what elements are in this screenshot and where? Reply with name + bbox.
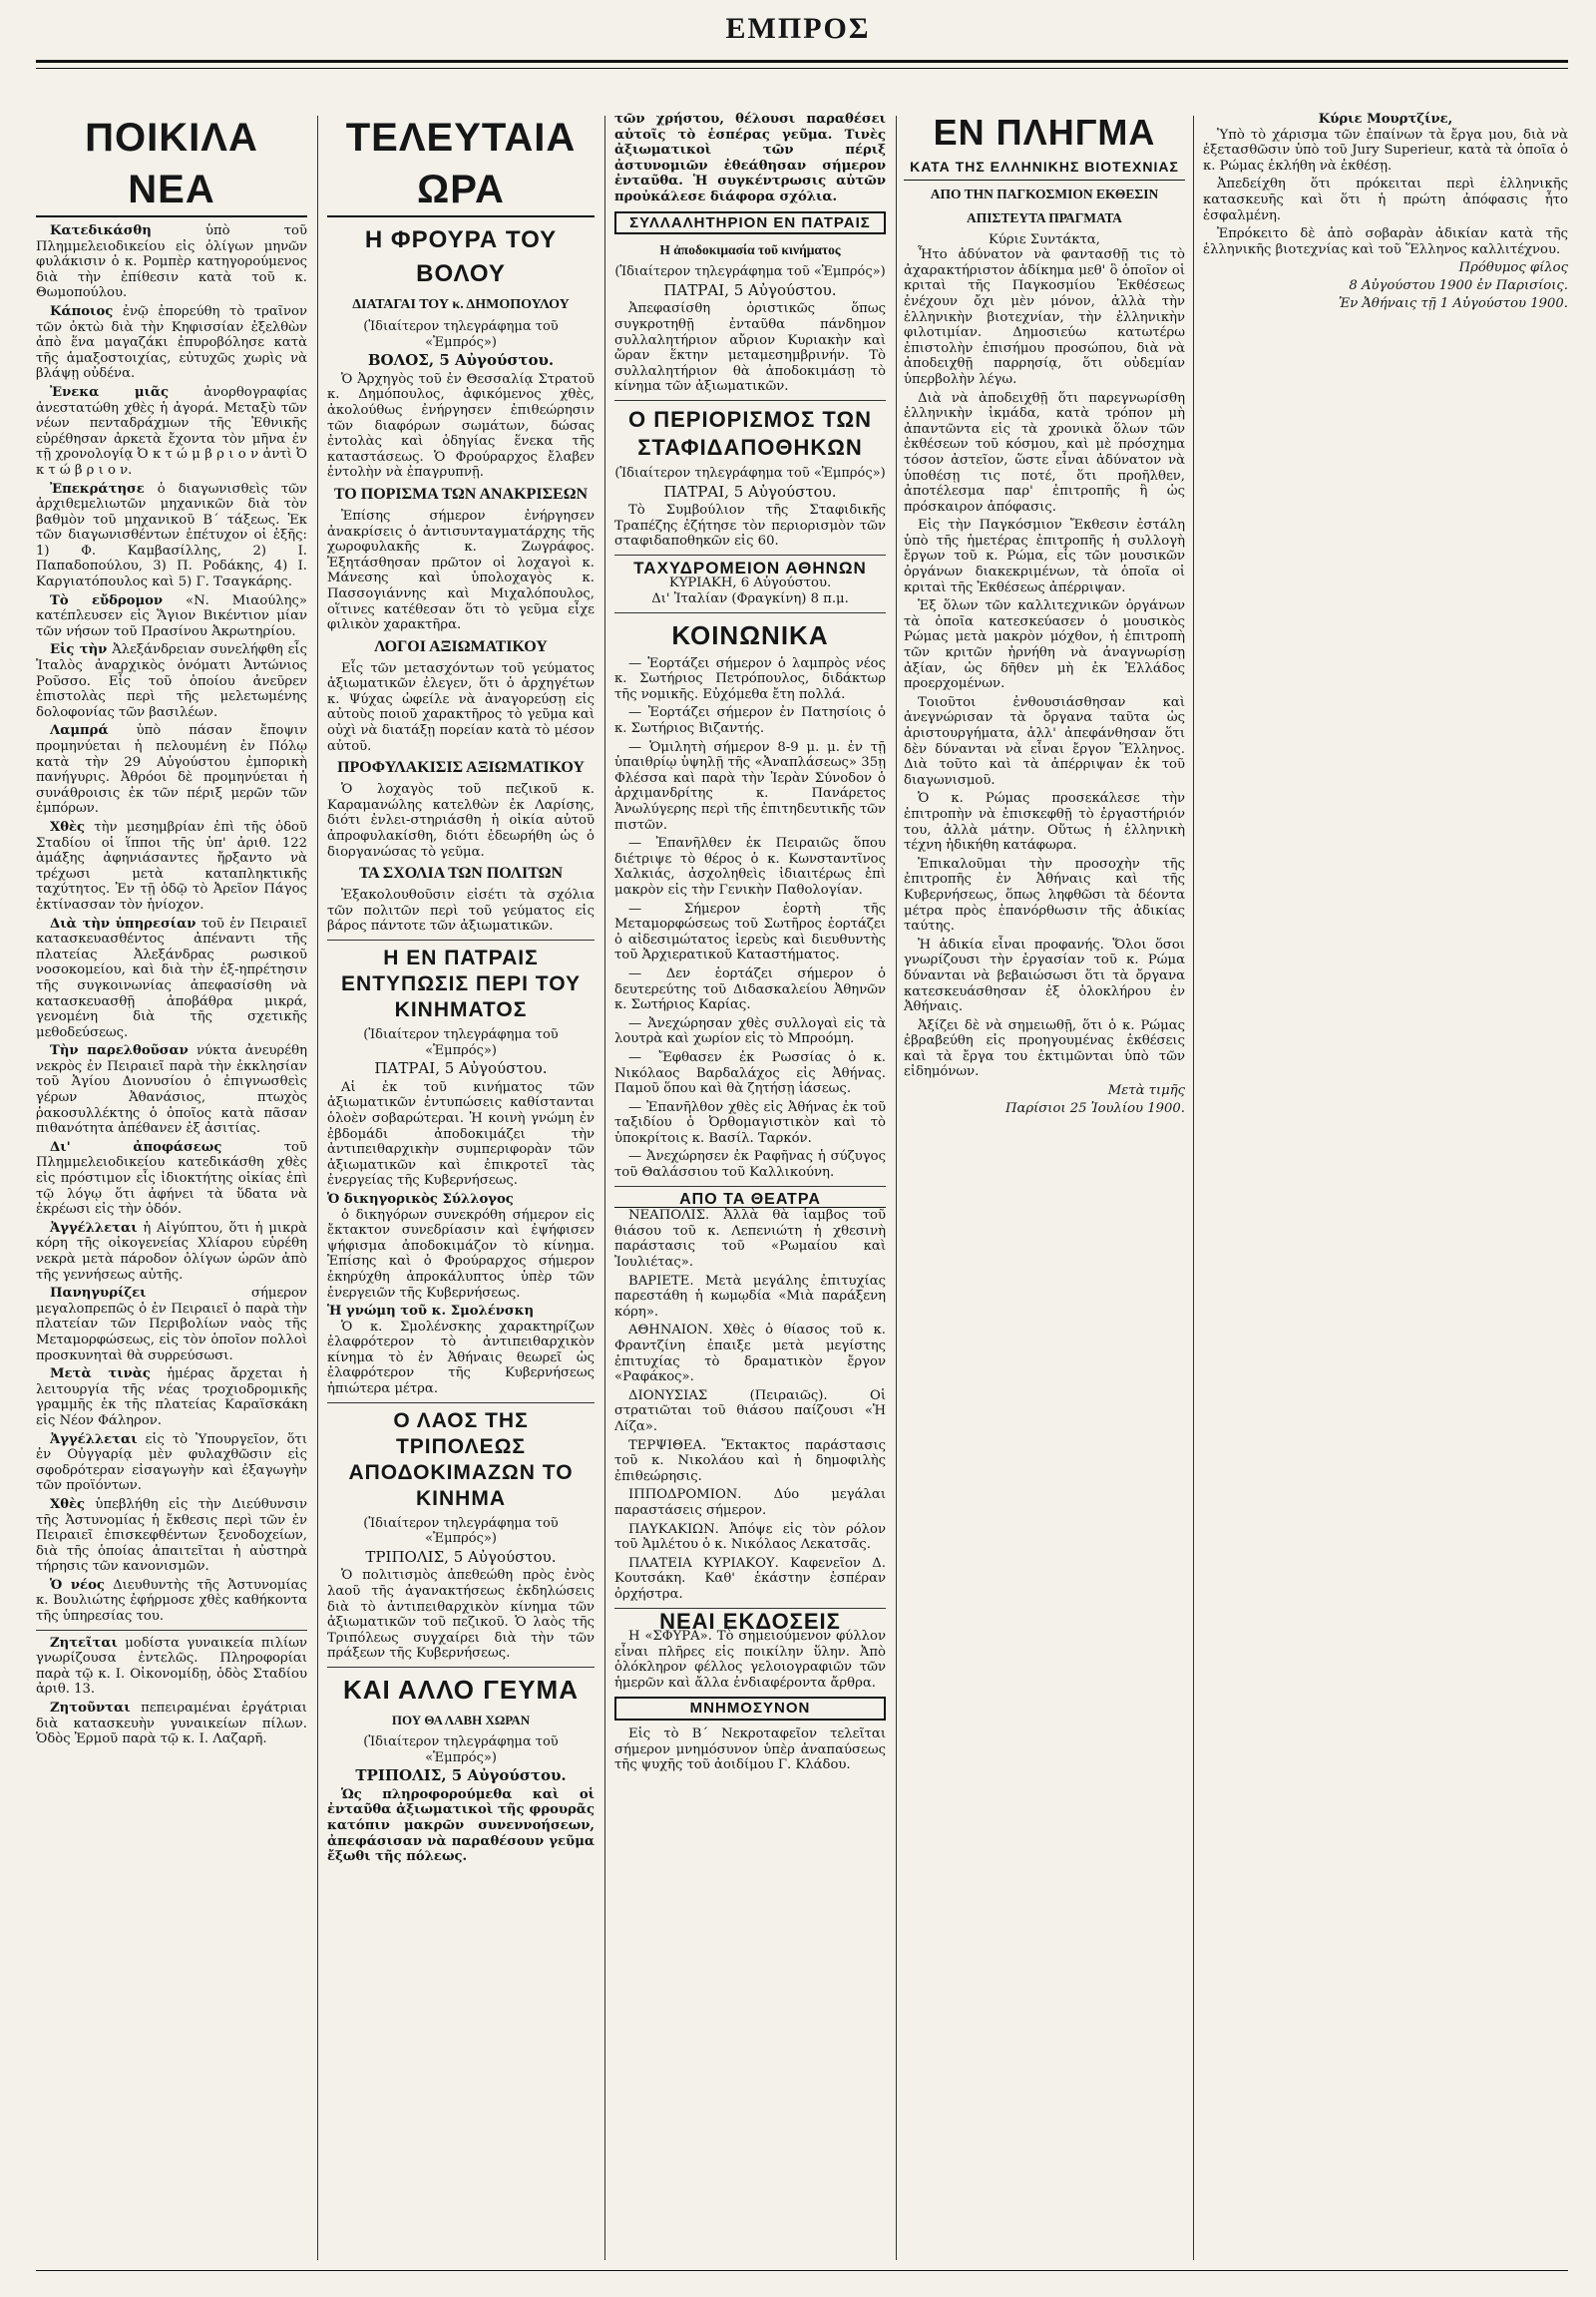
- divider: [614, 400, 886, 401]
- theatre-item: ΠΑΥΚΑΚΙΩΝ. Ἀπόψε εἰς τὸν ρόλον τοῦ Ἀμλέτου ὁ κ. Νικόλαος Λεκατσᾶς.: [614, 1521, 886, 1553]
- news-item-text: ὑπεβλήθη εἰς τὴν Διεύθυνσιν τῆς Ἀστυνομίας ἡ ἔκθεσις περὶ τῶν ἐν Πειραιεῖ ἐπισκεφθέντων ξενοδοχείων, διὰ τῆς ὁποίας ἀπαιτεῖται ἡ αὐστηρὰ τήρησις τῶν κανονισμῶν.: [36, 1496, 307, 1575]
- article-paragraph: Τοιοῦτοι ἐνθουσιάσθησαν καὶ ἀνεγνώρισαν τὰ ὄργανα ταῦτα ὡς ἀριστουργήματα, ἀλλ' ἀπεφάνθησαν ὅτι δὲν δύνανται νὰ εἶναι ἔργον Ἕλληνος. Διὰ τοῦτο καὶ τὰ ἀπέρριψαν ἐκ τοῦ διαγωνισμοῦ.: [904, 694, 1185, 788]
- article-text: Ἀπεφασίσθη ὁριστικῶς ὅπως συγκροτηθῇ ἐνταῦθα πάνδημον συλλαλητήριον αὔριον Κυριακὴν καὶ ὥραν ἕκτην μεταμεσημβρινήν. Τὸ συλλαλητήριον θὰ ἀποδοκιμάσῃ τὸ κίνημα τῶν ἀξιωματικῶν.: [614, 301, 886, 395]
- news-item-lead: Ἀγγέλλεται: [50, 1220, 138, 1236]
- news-item-lead: Λαμπρά: [50, 723, 109, 739]
- news-item-lead: Πανηγυρίζει: [50, 1286, 147, 1302]
- telegram-note: (Ἰδιαίτερον τηλεγράφημα τοῦ «Ἐμπρός»): [614, 264, 886, 280]
- news-item-text: ἀνορθογραφίας ἀνεστατώθη χθὲς ἡ ἀγορά. Μεταξὺ τῶν νέων πενταδράχμων τῆς Ἐθνικῆς εὑρέθησαν ἀρκετὰ ἔχοντα τὸν μῆνα ἐν τῇ χρονολογίᾳ Ὀ κ τ ώ μ β ρ ι ο ν ἀντὶ Ὀ κ τ ώ β ρ ι ο ν.: [36, 384, 307, 478]
- article-text: Ὁ πολιτισμὸς ἀπεθεώθη πρὸς ἐνὸς λαοῦ τῆς ἀγανακτήσεως ἐκδηλώσεις διὰ τὸ ἀντιπειθαρχικὸν κίνημα τῶν ἀξιωματικῶν τοῦ πεζικοῦ. Ὁ λαὸς τῆς Τριπόλεως συγχαίρει διὰ τὴν τῶν πράξεων τῆς Κυβερνήσεως.: [327, 1568, 595, 1662]
- news-item: [36, 642, 307, 720]
- article-headline: Ο ΛΑΟΣ ΤΗΣ ΤΡΙΠΟΛΕΩΣ ΑΠΟΔΟΚΙΜΑΖΩΝ ΤΟ ΚΙΝΗΜΑ: [348, 1408, 574, 1510]
- signature-line: 8 Αὐγούστου 1900 ἐν Παρισίοις.: [1349, 277, 1568, 293]
- news-item: [36, 820, 307, 914]
- paragraph-lead: Ἡ γνώμη τοῦ κ. Σμολένσκη: [327, 1304, 535, 1320]
- news-item-text: ἡμέρας ἄρχεται ἡ λειτουργία τῆς νέας τροχιοδρομικῆς γραμμῆς ἐκ τῆς πλατείας Καραϊσκάκη εἰς Νέον Φάληρον.: [36, 1366, 307, 1428]
- news-item-text: ὑπὸ τοῦ Πλημμελειοδικείου εἰς ὀλίγων μηνῶν φυλάκισιν ὁ κ. Ρομπὲρ κατηγορούμενος διὰ τὴν ἐπίθεσιν κατὰ τοῦ κ. Θωμοπούλου.: [36, 223, 307, 301]
- article-subhead: ΛΟΓΟΙ ΑΞΙΩΜΑΤΙΚΟΥ: [374, 637, 548, 655]
- news-item-text: τοῦ Πλημμελειοδικείου κατεδικάσθη χθὲς εἰς πρόστιμον εἷς ἰδιοκτήτης οἰκίας ἐπὶ τῷ λόγῳ ὅτι ἀφήνει τὰ ὕδατα νὰ ἐκρέωσι εἰς τὴν ὁδόν.: [36, 1139, 307, 1218]
- news-item: [36, 723, 307, 817]
- news-item: [36, 917, 307, 1041]
- news-item-text: ὑπὸ πάσαν ἔποψιν προμηνύεται ἡ πελουμένη ἐν Πόλῳ κατὰ τὴν 29 Αὐγούστου ἐμπορικὴ πανήγυρις. Ἀθρόοι δὲ προμηνύεται ἡ συνάθροισις ἐκ τῶν πέριξ μερῶν τῶν ἐμπόρων.: [36, 723, 307, 817]
- paragraph-lead: Ὁ δικηγορικὸς Σύλλογος: [327, 1191, 514, 1207]
- news-item: [36, 1578, 307, 1625]
- article-paragraph: Ἐπικαλοῦμαι τὴν προσοχὴν τῆς ἐπιτροπῆς ἐν Ἀθήναις καὶ τῆς Κυβερνήσεως, ὅπως ληφθῶσι τὰ δέοντα μέτρα πρὸς ἐπανόρθωσιν τῆς ἀδικίας ταύτης.: [904, 856, 1185, 935]
- ad-text: μοδίστα γυναικεία πιλίων γνωρίζουσα ἐντελῶς. Πληροφορίαι παρὰ τῷ κ. Ι. Οἰκονομίδῃ, ὁδὸς Σταδίου ἀριθ. 13.: [36, 1635, 307, 1698]
- article-subhead: ΔΙΑΤΑΓΑΙ ΤΟΥ κ. ΔΗΜΟΠΟΥΛΟΥ: [352, 297, 570, 312]
- article-text: Ἐξακολουθοῦσιν εἰσέτι τὰ σχόλια τῶν πολιτῶν περὶ τοῦ γεύματος εἰς βάρος πάντοτε τῶν ἀξιωματικῶν.: [327, 888, 595, 935]
- article-subhead: ΤΟ ΠΟΡΙΣΜΑ ΤΩΝ ΑΝΑΚΡΙΣΕΩΝ: [333, 485, 589, 503]
- news-item-text: ἐνῷ ἐπορεύθη τὸ τραῖνον τῶν ὀκτὼ διὰ τὴν Κηφισσίαν ἐξελθὼν ἀπὸ ἕνα μαγαζάκι ἐπυροβόλησε κατὰ τῆς ἁμαξοστοιχίας, εὐτυχῶς χωρὶς νὰ βλάψῃ οὐδένα.: [36, 303, 307, 382]
- news-item-lead: Χθὲς: [50, 1496, 86, 1512]
- social-item: — Ὁμιλητὴ σήμερον 8-9 μ. μ. ἐν τῇ ὑπαιθρίῳ ὑψηλῇ τῆς «Ἀναπλάσεως» 35ῃ Φλέσσα καὶ παρὰ τὴν Ἱερὰν Σύνοδον ὁ ἀρχιμανδρίτης κ. Πανάρετος Ἀνωλύγερης περὶ τῆς ἐπιτηδευτικῆς τῶν πιστῶν.: [614, 739, 886, 833]
- article-paragraph: Ἡ ἀδικία εἶναι προφανής. Ὅλοι ὅσοι γνωρίζουσι τὴν ἐργασίαν τοῦ κ. Ρώμα δύνανται νὰ βεβαιώσωσι ὅτι τὰ ὄργανα κατεσκευάσθησαν ἐξ ὁλοκλήρου ἐν Ἀθήναις.: [904, 937, 1185, 1015]
- column-divider: [896, 116, 897, 2260]
- signature-line: Πρόθυμος φίλος: [1458, 260, 1568, 276]
- divider: [614, 612, 886, 613]
- article-text: Τὸ Συμβούλιον τῆς Σταφιδικῆς Τραπέζης ἐζήτησε τὸν περιορισμὸν τῶν σταφιδαποθηκῶν εἰς 60.: [614, 503, 886, 550]
- classified-ad: [36, 1701, 307, 1747]
- dateline: ΤΡΙΠΟΛΙΣ, 5 Αὐγούστου.: [365, 1547, 557, 1566]
- news-item-text: «Ν. Μιαούλης» κατέπλευσεν εἰς Ἅγιον Βικέντιον μίαν τῶν νήσων τοῦ Πρασίνου Ἀκρωτηρίου.: [36, 592, 307, 639]
- classified-ads: [36, 1636, 307, 1747]
- theatre-item: ΠΛΑΤΕΙΑ ΚΥΡΙΑΚΟΥ. Καφενεῖον Δ. Κουτσάκη. Καθ' ἑκάστην ἑσπέραν ὀρχήστρα.: [614, 1555, 886, 1602]
- section-title: ΠΟΙΚΙΛΑ ΝΕΑ: [36, 112, 307, 217]
- article-headline: ΤΑΧΥΔΡΟΜΕΙΟΝ ΑΘΗΝΩΝ: [633, 558, 867, 577]
- social-item: — Ἐπανῆλθον χθὲς εἰς Ἀθήνας ἐκ τοῦ ταξιδίου ὁ Ὀρθομαγιστικὸν καὶ τὸ ὑποκρίτοις κ. Βασίλ. Ταρκόν.: [614, 1099, 886, 1146]
- article-headline: ΣΥΛΛΑΛΗΤΗΡΙΟΝ ΕΝ ΠΑΤΡΑΙΣ: [614, 211, 886, 235]
- article-text: Η «ΣΦΥΡΑ». Τὸ σημειούμενον φύλλον εἶναι πλῆρες εἰς ποικίλην ὕλην. Ἀπὸ ὁλόκληρον φέλλος γελοιογραφιῶν τῶν ἡμερῶν καὶ ἄλλα ἐνδιαφέροντα ἄρθρα.: [614, 1629, 886, 1691]
- dateline: ΒΟΛΟΣ, 5 Αὐγούστου.: [367, 351, 555, 370]
- telegram-note: (Ἰδιαίτερον τηλεγράφημα τοῦ «Ἐμπρός»): [363, 1027, 559, 1058]
- news-item-lead: Μετὰ τινὰς: [50, 1366, 151, 1382]
- news-item-lead: Κάποιος: [50, 303, 114, 319]
- dateline: ΤΡΙΠΟΛΙΣ, 5 Αὐγούστου.: [355, 1766, 567, 1785]
- news-item: [36, 1043, 307, 1137]
- social-item: — Σήμερον ἑορτὴ τῆς Μεταμορφώσεως τοῦ Σωτῆρος ἑορτάζει ὁ αἰδεσιμώτατος ἱερεὺς καὶ διευθυντὴς τοῦ Ἀρχιερατικοῦ Καταστήματος.: [614, 901, 886, 963]
- article-subhead: ΚΑΤΑ ΤΗΣ ΕΛΛΗΝΙΚΗΣ ΒΙΟΤΕΧΝΙΑΣ: [904, 160, 1185, 181]
- column-teleutaia-ora: [327, 112, 595, 2256]
- article-subhead: Η ἀποδοκιμασία τοῦ κινήματος: [659, 242, 841, 258]
- news-item: [36, 1432, 307, 1494]
- article-text: ὁ δικηγόρων συνεκρόθη σήμερον εἰς ἔκτακτον συνεδρίασιν καὶ ἐψήφισεν ψήφισμα ἀποδοκιμάζον τὸ κίνημα. Ἐπίσης καὶ ὁ Φρούραρχος σήμερον ἐκηρύχθη ἀπροκάλυπτος ὑπὲρ τῶν ἐνεργειῶν τῆς Κυβερνήσεως.: [327, 1207, 595, 1301]
- section-title: ΝΕΑΙ ΕΚΔΟΣΕΙΣ: [659, 1608, 841, 1634]
- social-item: — Ἐπανῆλθεν ἐκ Πειραιῶς ὅπου διέτριψε τὸ θέρος ὁ κ. Κωνσταντῖνος Χαλκιάς, ἀσχοληθεὶς ἰδιαιτέρως ἐπὶ μακρὸν εἰς τὴν Γενικὴν Παθολογίαν.: [614, 836, 886, 898]
- news-item-text: σήμερον μεγαλοπρεπῶς ὁ ἐν Πειραιεῖ ὁ παρὰ τὴν πλατείαν τῶν Περιβολίων ναὸς τῆς Μεταμορφώσεως, εἰς τὸν ὁποῖον πολλοὶ προσκυνηταὶ θὰ συρρεύσωσι.: [36, 1286, 307, 1363]
- news-item: [36, 1366, 307, 1428]
- column-divider: [317, 116, 318, 2260]
- article-headline: Η ΕΝ ΠΑΤΡΑΙΣ ΕΝΤΥΠΩΣΙΣ ΠΕΡΙ ΤΟΥ ΚΙΝΗΜΑΤΟΣ: [341, 947, 581, 1021]
- ad-lead: Ζητοῦνται: [50, 1701, 131, 1717]
- article-paragraph: Ὑπὸ τὸ χάρισμα τῶν ἐπαίνων τὰ ἔργα μου, διὰ νὰ ἐξετασθῶσιν ὑπὸ τοῦ Jury Superieur, κατὰ τὰ ὁποῖα ὁ κ. Ρώμας ἐκλήθη νὰ ἐκθέσῃ.: [1203, 127, 1568, 174]
- section-title: ΤΕΛΕΥΤΑΙΑ ΩΡΑ: [327, 112, 595, 217]
- news-item-text: ὁ διαγωνισθεὶς τῶν ἀρχιθεμελιωτῶν μηχανικῶν διὰ τὸν βαθμὸν τοῦ μηχανικοῦ Β΄ τάξεως. Ἐκ τῶν διαγωνισθέντων ἐπέτυχον οἱ ἑξῆς: 1) Φ. Καμβασίλλης, 2) Ι. Παπαδοπούλου, 3) Π. Ροδάκης, 4) Ι. Καργιατόπουλος καὶ 5) Γ. Τσαγκάρης.: [36, 481, 307, 590]
- news-item: [36, 1497, 307, 1575]
- news-item: [36, 385, 307, 479]
- news-item-lead: Διὰ τὴν ὑπηρεσίαν: [50, 916, 197, 932]
- divider: [327, 1667, 595, 1668]
- article-paragraph: Ἦτο ἀδύνατον νὰ φαντασθῇ τις τὸ ἀχαρακτήριστον ἀδίκημα μεθ' ὃ ὁποῖον οἱ κριταὶ τῆς Παγκοσμίου Ἐκθέσεως ἐνέχουν ὄχι μὲν μόνον, ἀλλὰ τὴν ἑλληνικὴν βιοτεχνίαν, τὴν ἑλληνικὴν φιλοτιμίαν. Δημοσιεύω κατωτέρω ἐπιστολὴν ἐπισήμου προσώπου, διὰ νὰ ἀποδειχθῇ παρρησίᾳ, ὅτι οὐδεμίαν ὑπερβολὴν λέγω.: [904, 247, 1185, 387]
- news-item: [36, 482, 307, 590]
- news-item-lead: Ἀγγέλλεται: [50, 1431, 138, 1447]
- article-text: Ὁ λοχαγὸς τοῦ πεζικοῦ κ. Καραμανώλης κατελθὼν ἐκ Λαρίσης, διότι ἐνλει-στηριάσθη ἡ οἰκία αὐτοῦ ἀπροφυλακίσθη, διότι ἐδεωρήθη ὡς ὁ διοργανώσας τὸ γεῦμα.: [327, 782, 595, 860]
- social-items: [614, 656, 886, 1181]
- article-subhead: ΤΑ ΣΧΟΛΙΑ ΤΩΝ ΠΟΛΙΤΩΝ: [358, 865, 564, 883]
- social-item: — Ἀνεχώρησαν χθὲς συλλογαὶ εἰς τὰ λουτρὰ καὶ χωρίον εἰς τὸ Μπροόμη.: [614, 1015, 886, 1047]
- news-item: [36, 593, 307, 640]
- signature-line: Μετὰ τιμῆς: [1107, 1083, 1185, 1099]
- column-en-pligma: [904, 112, 1185, 2256]
- classified-ad: [36, 1636, 307, 1698]
- article-subhead: ΠΟΥ ΘΑ ΛΑΒΗ ΧΩΡΑΝ: [391, 1713, 531, 1727]
- social-item: — Ἀνεχώρησεν ἐκ Ραφῆνας ἡ σύζυγος τοῦ Θαλάσσιου τοῦ Καλλικούνη.: [614, 1149, 886, 1181]
- article-body: [1203, 128, 1568, 258]
- article-text: Εἰς τὸ Β΄ Νεκροταφεῖον τελεῖται σήμερον μνημόσυνον ὑπὲρ ἀναπαύσεως τῆς ψυχῆς τοῦ ἀοιδίμου Γ. Κλάδου.: [614, 1726, 886, 1773]
- news-item-text: Ἀλεξάνδρειαν συνελήφθη εἷς Ἰταλὸς ἀναρχικὸς ὀνόματι Ἀντώνιος Ροῦσσο. Εἶς τοῦ ὁποίου ἀνεῦρεν ἐπιστολὰς περὶ τῆς μελετωμένης δολοφονίας τῶν βασιλέων.: [36, 642, 307, 720]
- ad-text: πεπειραμέναι ἐργάτριαι διὰ κατασκευὴν γυναικείων πίλων. Ὁδὸς Ἑρμοῦ παρὰ τῷ κ. Ι. Λαζαρῆ.: [36, 1701, 307, 1747]
- theatre-item: ΝΕΑΠΟΛΙΣ. Ἀλλὰ θὰ ἱαμβος τοῦ θιάσου τοῦ κ. Λεπενιώτη ἡ χθεσινὴ παράστασις τοῦ «Ρωμαίου καὶ Ἰουλιέτας».: [614, 1208, 886, 1271]
- article-text: Ὁ κ. Σμολένσκης χαρακτηρίζων ἐλαφρότερον τὸ ἀντιπειθαρχικὸν κίνημα τὸ ἐν Ἀθήναις θεωρεῖ ὡς ἐλαφρότερον τῆς Κυβερνήσεως ἠπιώτερα μέτρα.: [327, 1319, 595, 1397]
- column-poikila: [36, 112, 307, 2256]
- masthead: ΕΜΠΡΟΣ: [725, 12, 871, 45]
- section-title: ΚΟΙΝΩΝΙΚΑ: [671, 619, 829, 650]
- ad-lead: Ζητεῖται: [50, 1635, 118, 1651]
- telegram-note: (Ἰδιαίτερον τηλεγράφημα τοῦ «Ἐμπρός»): [363, 1515, 559, 1547]
- news-item-lead: Εἰς τὴν: [50, 642, 108, 658]
- news-item-lead: Ἐνεκα μιᾶς: [50, 384, 170, 400]
- news-item: [36, 1286, 307, 1363]
- dateline: ΠΑΤΡΑΙ, 5 Αὐγούστου.: [374, 1059, 548, 1078]
- news-item: [36, 1221, 307, 1283]
- article-text: Ὡς πληροφορούμεθα καὶ οἱ ἐνταῦθα ἀξιωματικοὶ τῆς φρουρᾶς κατόπιν μακρῶν συνεννοήσεων, ἀπεφάσισαν νὰ παραθέσουν γεῦμα ἔξωθι τῆς πόλεως.: [327, 1786, 595, 1865]
- article-paragraph: Ἐπρόκειτο δὲ ἀπὸ σοβαρὰν ἀδικίαν κατὰ τῆς ἑλληνικῆς βιοτεχνίας καὶ τοῦ Ἕλληνος καλλιτέχνου.: [1203, 226, 1568, 257]
- dateline: ΠΑΤΡΑΙ, 5 Αὐγούστου.: [663, 482, 837, 501]
- column-en-pligma-cont: [1203, 112, 1568, 2256]
- telegram-note: (Ἰδιαίτερον τηλεγράφημα τοῦ «Ἐμπρός»): [363, 319, 559, 350]
- news-items: [36, 223, 307, 1625]
- article-paragraph: Διὰ νὰ ἀποδειχθῇ ὅτι παρεγνωρίσθη ἑλληνικὴν ἰκμάδα, κατὰ τρόπον μὴ ἀπαντῶντα εἰς τὰ χρονικὰ ὅλων τῶν ἐκθέσεων τοῦ κόσμου, καὶ μὲ πρόσχημα τόσον ἀστεῖον, ὥστε εἶναι ἀδύνατον νὰ ὑποθέσῃ τις ποτέ, ὅτι προῆλθεν, ἀποτέλεσμα παρ' ἐπιτροπῆς ἢ ὡς πρόσκαιρον ἀπόφασις.: [904, 390, 1185, 515]
- dateline: ΠΑΤΡΑΙ, 5 Αὐγούστου.: [663, 280, 837, 299]
- article-text: τῶν χρήστου, θέλουσι παραθέσει αὐτοῖς τὸ ἑσπέρας γεῦμα. Τινὲς ἀξιωματικοὶ τῶν πέριξ ἀστυνομιῶν ἐθεάθησαν σήμερον ἐνταῦθα. Ἡ συγκέντρωσις αὐτῶν προὐκάλεσε διάφορα σχόλια.: [614, 112, 886, 204]
- article-paragraph: Ἐξ ὅλων τῶν καλλιτεχνικῶν ὀργάνων τὰ ὁποῖα κατεσκεύασεν ὁ μουσικὸς Ρώμας μετὰ μακρὸν μόχθον, ἡ ἐπιτροπὴ τῶν κριτῶν ἠρνήθη νὰ ἀναγνωρίσῃ ἀξίαν, ὡς δῆθεν μὴ ἐκ Ἑλλάδος προερχομένων.: [904, 598, 1185, 692]
- social-item: — Δεν ἑορτάζει σήμερον ὁ δευτερεύτης τοῦ Διδασκαλείου Ἀθηνῶν κ. Σωτήριος Καρίας.: [614, 965, 886, 1013]
- news-item-lead: Δι' ἀποφάσεως: [50, 1139, 222, 1155]
- news-item-text: νύκτα ἀνευρέθη νεκρὸς ἐν Πειραιεῖ παρὰ τὴν ἐκκλησίαν τοῦ Ἁγίου Διονυσίου ὁ ἐπιγνωσθεὶς γέρων Ἀθανάσιος, πτωχὸς ῥακοσυλλέκτης ὁ ὁποῖος κατὰ πᾶσαν πιθανότητα ἀπέθανεν ἐξ ἀσιτίας.: [36, 1043, 307, 1137]
- theatre-items: [614, 1208, 886, 1602]
- telegram-note: (Ἰδιαίτερον τηλεγράφημα τοῦ «Ἐμπρός»): [363, 1734, 559, 1765]
- news-item-text: τοῦ ἐν Πειραιεῖ κατασκευασθέντος ἀπέναντι τῆς πλατείας Ἀλεξάνδρας ρωσικοῦ νοσοκομείου, καὶ διὰ τὴν ἐξ-ηπρέτησιν τῆς συγκοινωνίας ἀπεφασίσθη νὰ κατασκευασθῇ ἀποβάθρα μικρά, γενομένη διὰ τῆς σχετικῆς μεθοδεύσεως.: [36, 916, 307, 1040]
- mail-schedule-line: Δι' Ἰταλίαν (Φραγκίνη) 8 π.μ.: [651, 591, 849, 607]
- social-item: — Ἑορτάζει σήμερον ὁ λαμπρὸς νέος κ. Σωτήριος Πετρόπουλος, διδάκτωρ τῆς νομικῆς. Εὐχόμεθα ἔτη πολλά.: [614, 655, 886, 702]
- news-item-lead: Τὴν παρελθοῦσαν: [50, 1043, 189, 1059]
- top-rule-thin: [36, 68, 1568, 69]
- divider: [614, 555, 886, 556]
- article-subhead: ΑΠΙΣΤΕΥΤΑ ΠΡΑΓΜΑΤΑ: [967, 209, 1122, 225]
- section-title: ΑΠΟ ΤΑ ΘΕΑΤΡΑ: [614, 1192, 886, 1209]
- theatre-item: ΑΘΗΝΑΙΟΝ. Χθὲς ὁ θίασος τοῦ κ. Φραντζίνη ἐπαιξε μετὰ μεγίστης ἐπιτυχίας τὸ δραματικὸν ἔργον «Ραφάκος».: [614, 1323, 886, 1385]
- article-paragraph: Ἀξίζει δὲ νὰ σημειωθῇ, ὅτι ὁ κ. Ρώμας ἐβραβεύθη εἰς προηγουμένας ἐκθέσεις καὶ τὰ ἔργα του ἐκτιμῶνται ὑπὸ τῶν εἰδημόνων.: [904, 1017, 1185, 1080]
- article-text: Ἐπίσης σήμερον ἐνήργησεν ἀνακρίσεις ὁ ἀντισυνταγματάρχης τῆς χωροφυλακῆς κ. Ζωγράφος. Ἐξητάσθησαν πρῶτον οἱ λοχαγοὶ κ. Μάνεσης καὶ ὑπολοχαγὸς κ. Πασσογιάννης καὶ Μιχαλόπουλος, οἵτινες κατέθεσαν ὅτι τὸ γεῦμα εἶχε φιλικὸν χαρακτῆρα.: [327, 508, 595, 633]
- article-text: Αἱ ἐκ τοῦ κινήματος τῶν ἀξιωματικῶν ἐντυπώσεις καθίστανται ὁλοὲν σοβαρώτεραι. Ἡ κοινὴ γνώμη ἐν ἐβδομάδι ἀποδοκιμάζει τὴν ἀντιπειθαρχικὴν συμπεριφορὰν τῶν ἀξιωματικῶν καὶ ἐπικροτεῖ τὰς ἐνεργείας τῆς Κυβερνήσεως.: [327, 1079, 595, 1189]
- salutation: Κύριε Μουρτζίνε,: [1318, 112, 1453, 127]
- signature-line: Παρίσιοι 25 Ἰουλίου 1900.: [1004, 1100, 1185, 1116]
- news-item-lead: Κατεδικάσθη: [50, 223, 152, 238]
- signature-line: Ἐν Ἀθήναις τῇ 1 Αὐγούστου 1900.: [1338, 295, 1568, 311]
- bottom-rule: [36, 2270, 1568, 2271]
- news-item-text: ἡ Αἰγύπτου, ὅτι ἡ μικρὰ κόρη τῆς οἰκογενείας Χλίαρου εὑρέθη νεκρὰ μετὰ πάροδον ὀλίγων ὡρῶν ἀπὸ τῆς γεννήσεως αὐτῆς.: [36, 1220, 307, 1283]
- article-paragraph: Ἀπεδείχθη ὅτι πρόκειται περὶ ἑλληνικῆς κατασκευῆς καὶ ὅτι ἡ πρώτη ἀπόφασις ἦτο ἐσφαλμένη.: [1203, 177, 1568, 223]
- telegram-note: (Ἰδιαίτερον τηλεγράφημα τοῦ «Ἐμπρός»): [614, 465, 886, 481]
- news-item-lead: Ἐπεκράτησε: [50, 481, 145, 497]
- theatre-item: ΤΕΡΨΙΘΕΑ. Ἔκτακτος παράστασις τοῦ κ. Νικολάου καὶ ἡ δημοφιλὴς ἐπιθεώρησις.: [614, 1437, 886, 1484]
- social-item: — Ἔφθασεν ἐκ Ρωσσίας ὁ κ. Νικόλαος Βαρδαλάχος εἰς Ἀθήνας. Παμοῦ ὅπου καὶ θὰ ζητήσῃ ἰάσεως.: [614, 1049, 886, 1097]
- news-item-text: εἰς τὸ Ὑπουργεῖον, ὅτι ἐν Οὐγγαρίᾳ μὲν φυλαχθῶσιν εἰς σφοδρότεραν εἰσαγωγὴν καὶ ἐξαγωγὴν τῶν προϊόντων.: [36, 1431, 307, 1494]
- news-item-lead: Τὸ εὔδρομον: [50, 592, 164, 608]
- top-rule: [36, 60, 1568, 63]
- mail-schedule-line: ΚΥΡΙΑΚΗ, 6 Αὐγούστου.: [668, 575, 832, 591]
- theatre-item: ΙΠΠΟΔΡΟΜΙΟΝ. Δύο μεγάλαι παραστάσεις σήμερον.: [614, 1487, 886, 1518]
- salutation: Κύριε Συντάκτα,: [988, 231, 1100, 247]
- article-headline: Ο ΠΕΡΙΟΡΙΣΜΟΣ ΤΩΝ ΣΤΑΦΙΔΑΠΟΘΗΚΩΝ: [628, 406, 872, 460]
- column-divider: [604, 116, 605, 2260]
- divider: [327, 1402, 595, 1403]
- news-item: [36, 223, 307, 301]
- article-headline: ΚΑΙ ΑΛΛΟ ΓΕΥΜΑ: [343, 1675, 579, 1705]
- article-text: Ὁ Ἀρχηγὸς τοῦ ἐν Θεσσαλίᾳ Στρατοῦ κ. Δημόπουλος, ἀφικόμενος χθὲς, ἀκολούθως ἐνήργησεν ἐπιθεώρησιν τῶν διαφόρων σωμάτων, δώσας ἐντολὰς καὶ ὁδηγίας ἕνεκα τῆς καταστάσεως. Ὁ Φρούραρχος ἔλαβεν ἐντολὴν νὰ ἐπαγρυπνῇ.: [327, 371, 595, 481]
- article-paragraph: Ὁ κ. Ρώμας προσεκάλεσε τὴν ἐπιτροπὴν νὰ ἐπισκεφθῇ τὸ ἐργαστήριόν του, ἀλλὰ μάτην. Οὕτως ἡ ἑλληνικὴ τέχνη ἠδικήθη κατάφωρα.: [904, 791, 1185, 854]
- news-item-lead: Χθὲς: [50, 819, 86, 835]
- article-subhead: ΠΡΟΦΥΛΑΚΙΣΙΣ ΑΞΙΩΜΑΤΙΚΟΥ: [337, 759, 585, 777]
- divider: [327, 940, 595, 941]
- article-subhead: ΑΠΟ ΤΗΝ ΠΑΓΚΟΣΜΙΟΝ ΕΚΘΕΣΙΝ: [930, 186, 1159, 201]
- news-item: [36, 1140, 307, 1218]
- article-headline: ΕΝ ΠΛΗΓΜΑ: [933, 112, 1156, 153]
- theatre-item: ΒΑΡΙΕΤΕ. Μετὰ μεγάλης ἐπιτυχίας παρεστάθη ἡ κωμῳδία «Μιὰ παράξενη κόρη».: [614, 1273, 886, 1320]
- divider: [36, 1630, 307, 1631]
- section-title: ΜΝΗΜΟΣΥΝΟΝ: [614, 1697, 886, 1721]
- news-item-text: Διευθυντὴς τῆς Ἀστυνομίας κ. Βουλιώτης ἐφήρμοσε χθὲς καθήκοντα τῆς ὑπηρεσίας του.: [36, 1577, 307, 1625]
- divider: [614, 1186, 886, 1187]
- article-text: Εἷς τῶν μετασχόντων τοῦ γεύματος ἀξιωματικῶν ἐλεγεν, ὅτι ὁ ἀρχηγέτων κ. Ψύχας ὠφείλε νὰ ἀναγορεύσῃ εἰς αὐτοὺς ποιοῦ χαρακτῆρος τὸ γεῦμα καὶ οὐχὶ νὰ διατάξῃ πορείαν κατὰ τὸ μέσον αὐτοῦ.: [327, 660, 595, 754]
- column-news: [614, 112, 886, 2256]
- article-paragraph: Εἰς τὴν Παγκόσμιον Ἔκθεσιν ἐστάλη ὑπὸ τῆς ἡμετέρας ἐπιτροπῆς ἡ συλλογὴ ἔργων τοῦ κ. Ρώμα, εἷς τῶν μουσικῶν ὀργάνων διακεκριμένων, τὰ ὁποῖα οἱ κριταὶ τῆς Ἐκθέσεως ἀπέρριψαν.: [904, 518, 1185, 595]
- news-item-lead: Ὁ νέος: [50, 1577, 105, 1593]
- theatre-item: ΔΙΟΝΥΣΙΑΣ (Πειραιῶς). Οἱ στρατιῶται τοῦ θιάσου παίζουσι «Ἡ Λίζα».: [614, 1387, 886, 1434]
- column-divider: [1193, 116, 1194, 2260]
- article-headline: Η ΦΡΟΥΡΑ ΤΟΥ ΒΟΛΟΥ: [364, 226, 558, 287]
- news-item: [36, 304, 307, 382]
- social-item: — Ἑορτάζει σήμερον ἐν Πατησίοις ὁ κ. Σωτήριος Βιζαντής.: [614, 705, 886, 737]
- news-item-text: τὴν μεσημβρίαν ἐπὶ τῆς ὁδοῦ Σταδίου οἱ ἵπποι τῆς ὑπ' ἀριθ. 122 ἁμάξης ἀφηνιάσαντες ἤρξαντο νὰ τρέχωσι μετὰ καταπληκτικῆς ταχύτητος. Ἐν τῇ ὁδῷ τὸ Ἀρεῖον Πάγος ἐκτίνασσαν τὸν ἡνίοχον.: [36, 819, 307, 913]
- article-body: [904, 247, 1185, 1080]
